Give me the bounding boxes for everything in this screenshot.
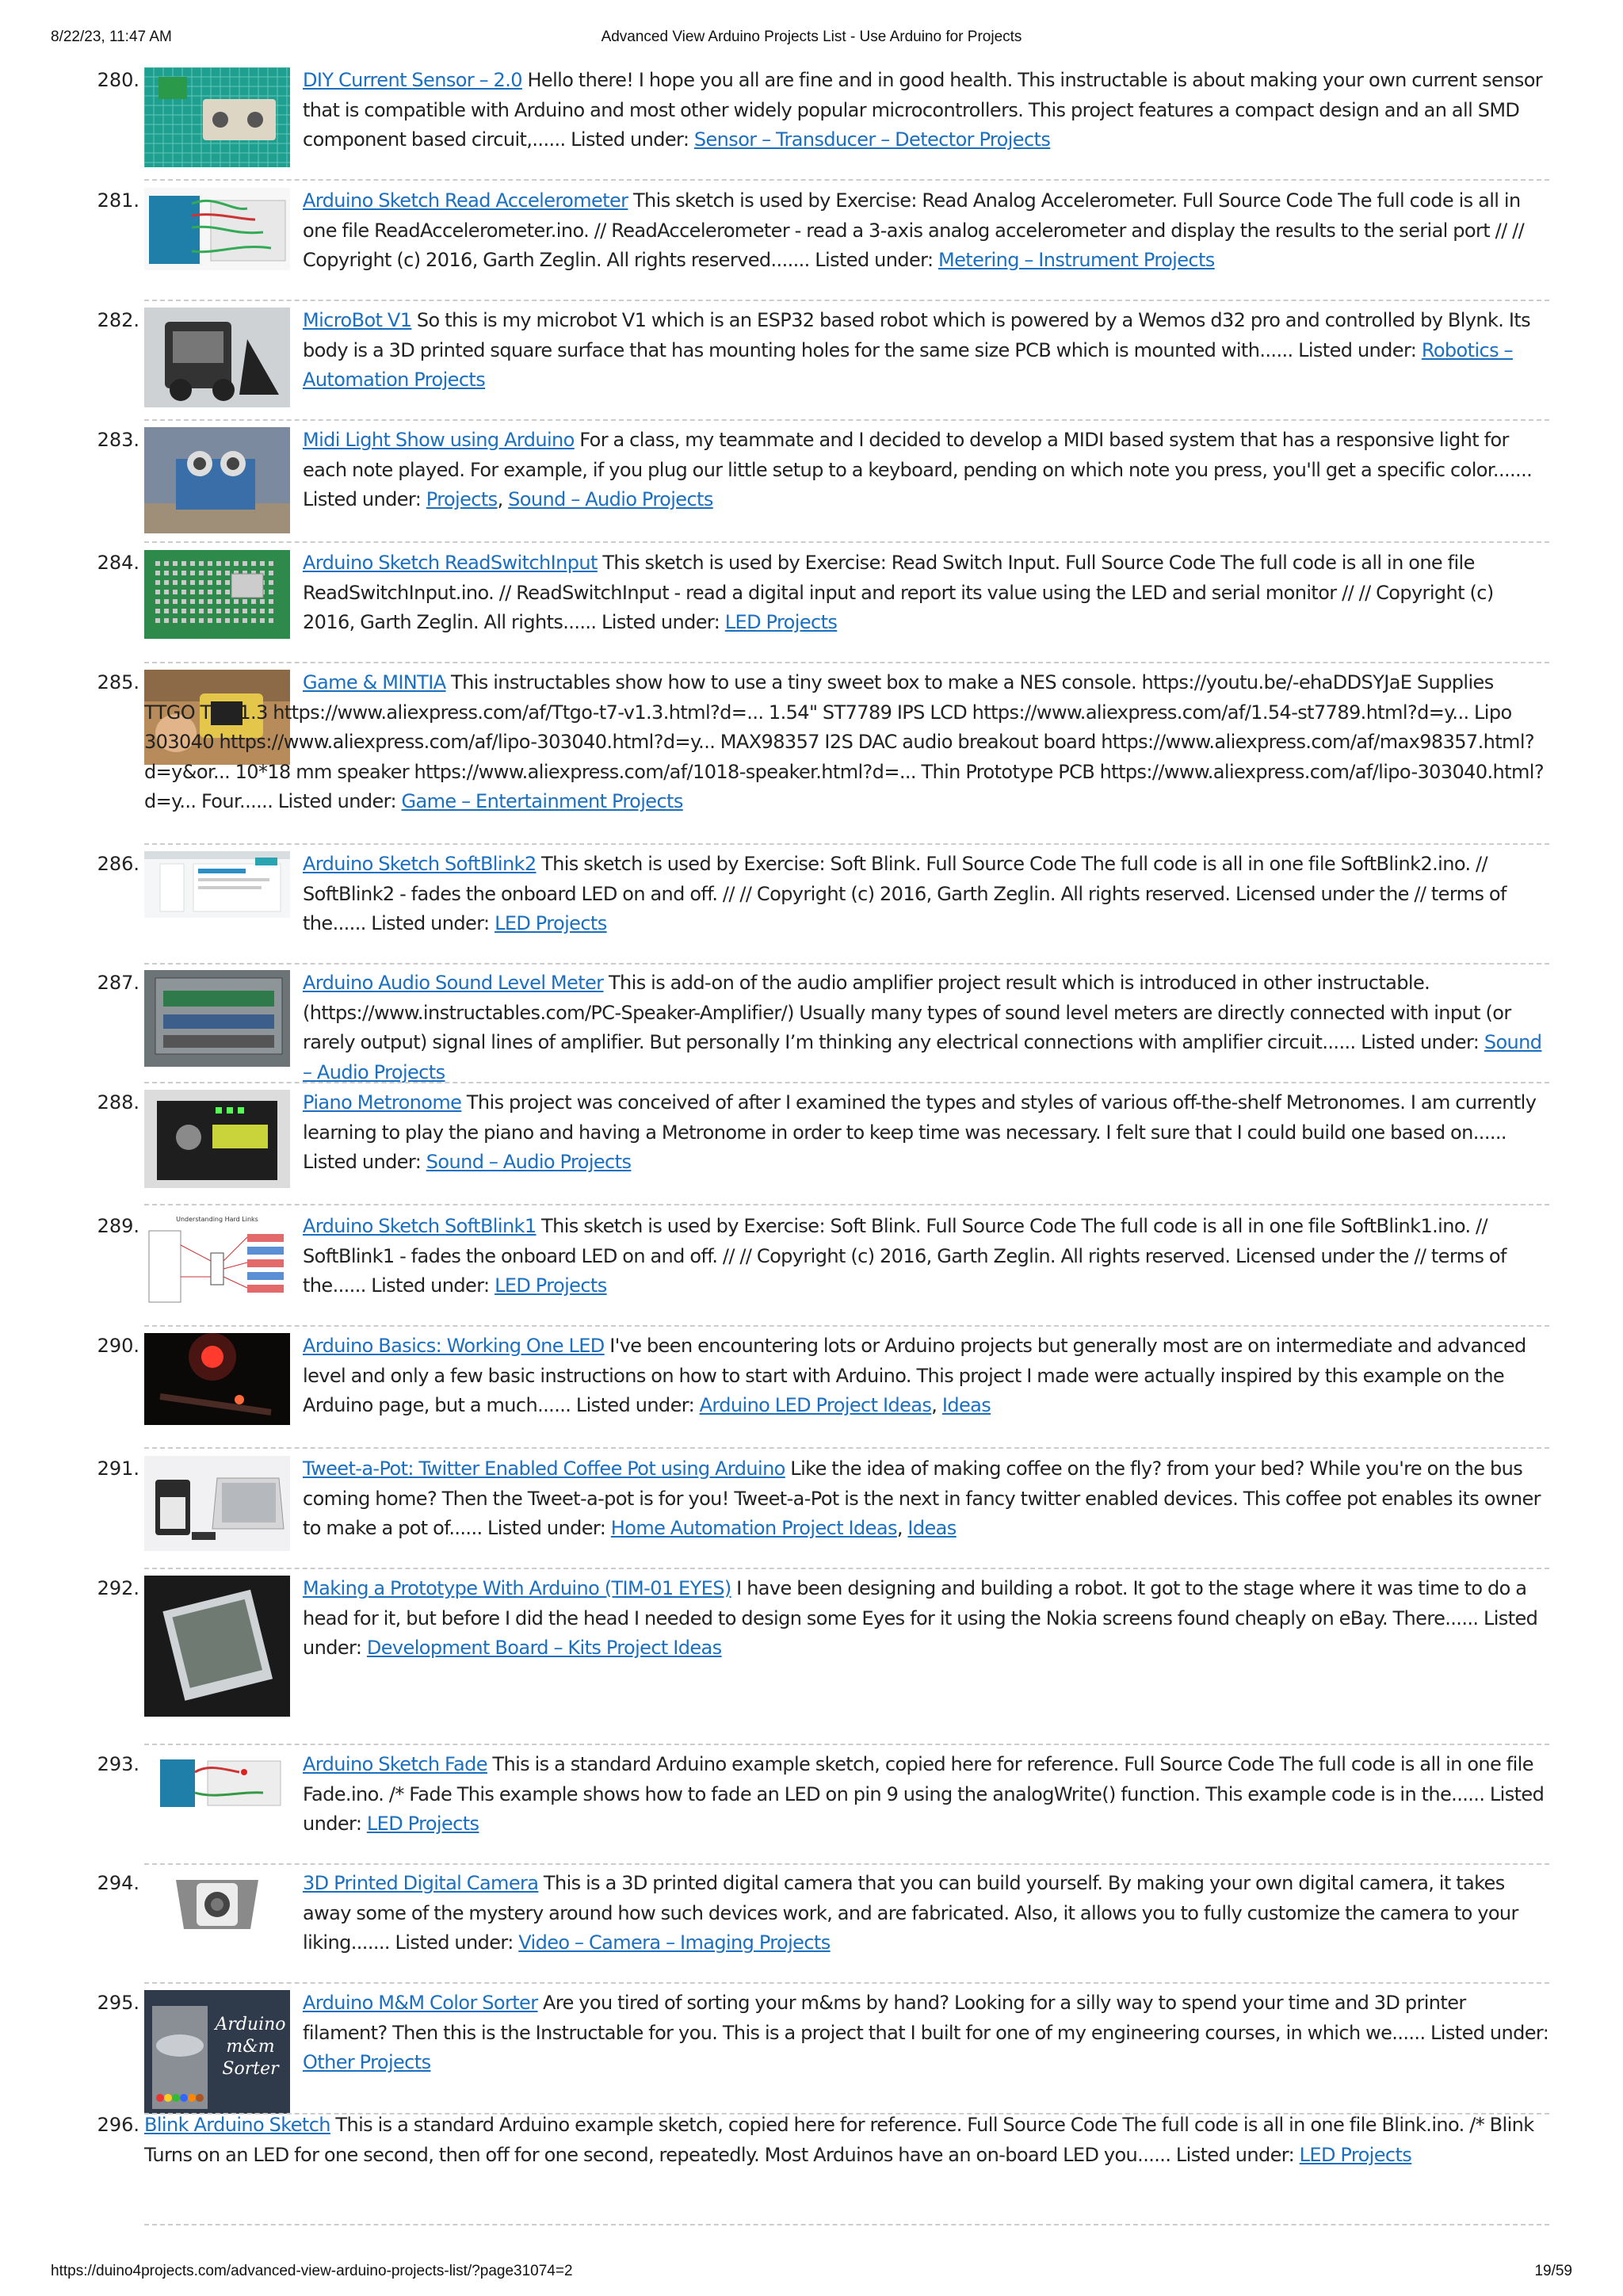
listed-under-label: Listed under: xyxy=(303,1782,1545,1835)
project-description: This sketch is used by Exercise: Soft Blink. Full Source Code The full code is all in one file SoftBlink2.ino. // SoftBlink2 - fades the onboard LED on and off. // // Copyright (c) 2016, Garth Zeglin. All rights reserved. Licensed under the // terms of the...... xyxy=(303,853,1507,934)
listed-under-label: Listed under: xyxy=(277,790,402,812)
svg-text:m&m: m&m xyxy=(226,2037,275,2057)
entry-number: 289. xyxy=(97,1215,139,1237)
listed-under-label: Listed under: xyxy=(303,488,426,510)
svg-text:Arduino: Arduino xyxy=(215,2015,286,2034)
project-thumbnail[interactable] xyxy=(144,1576,290,1717)
category-link-led-projects[interactable]: LED Projects xyxy=(495,912,607,934)
listed-under-label: Listed under: xyxy=(1175,2143,1300,2166)
listed-under-label: Listed under: xyxy=(395,1931,519,1954)
project-title-link[interactable]: Arduino Sketch Fade xyxy=(303,1753,487,1775)
project-entry-285 xyxy=(79,668,1549,845)
project-entry-288 xyxy=(79,1088,1549,1205)
project-title-link[interactable]: Blink Arduino Sketch xyxy=(144,2114,330,2136)
svg-text:Sorter: Sorter xyxy=(222,2059,279,2079)
project-thumbnail[interactable] xyxy=(144,1752,290,1815)
project-title-link[interactable]: Making a Prototype With Arduino (TIM-01 EYES) xyxy=(303,1577,731,1599)
category-link-development-board-kits-project-ideas[interactable]: Development Board – Kits Project Ideas xyxy=(366,1637,722,1659)
category-separator: , xyxy=(931,1394,942,1416)
project-thumbnail[interactable] xyxy=(144,550,290,639)
project-thumbnail[interactable] xyxy=(144,970,290,1067)
project-title-link[interactable]: Arduino Sketch SoftBlink1 xyxy=(303,1215,537,1237)
category-link-arduino-led-project-ideas[interactable]: Arduino LED Project Ideas xyxy=(699,1394,932,1416)
project-title-link[interactable]: Arduino Sketch ReadSwitchInput xyxy=(303,552,598,574)
project-title-link[interactable]: MicroBot V1 xyxy=(303,309,412,331)
project-entry-291 xyxy=(79,1454,1549,1569)
entry-text xyxy=(303,1088,1549,1178)
entry-number: 281. xyxy=(97,189,139,212)
page-url: https://duino4projects.com/advanced-view-arduino-projects-list/?page31074=2 xyxy=(51,2263,573,2279)
project-title-link[interactable]: DIY Current Sensor – 2.0 xyxy=(303,69,522,91)
category-separator: , xyxy=(497,488,509,510)
entry-text xyxy=(303,1869,1549,1958)
project-thumbnail[interactable] xyxy=(144,1213,290,1312)
project-title-link[interactable]: Arduino Sketch SoftBlink2 xyxy=(303,853,537,875)
project-entry-293 xyxy=(79,1750,1549,1865)
project-title-link[interactable]: Arduino Audio Sound Level Meter xyxy=(303,972,604,994)
project-description: This sketch is used by Exercise: Read Analog Accelerometer. Full Source Code The full code is all in one file ReadAccelerometer.ino. // ReadAccelerometer - read a 3-axis analog accelerometer and display the results to the serial port // // Copyright (c) 2016, Garth Zeglin. All rights reserved....... xyxy=(303,189,1525,271)
listed-under-label: Listed under: xyxy=(371,912,495,934)
project-entry-281 xyxy=(79,186,1549,301)
entry-number: 294. xyxy=(97,1872,139,1894)
category-link-projects[interactable]: Projects xyxy=(426,488,498,510)
entry-number: 296. xyxy=(97,2114,139,2136)
project-description: Like the idea of making coffee on the fly? from your bed? While you're on the bus coming home? Then the Tweet-a-pot is for you! Tweet-a-Pot is the next in fancy twitter enabled devices. This coffee pot enables its owner to make a pot of...... xyxy=(303,1457,1541,1539)
project-description: Hello there! I hope you all are fine and in good health. This instructable is about making your own current sensor that is compatible with Arduino and most other widely popular microcontrollers. This project features a compact design and an all SMD component based circuit,...... xyxy=(303,69,1543,151)
page-title: Advanced View Arduino Projects List - Use Arduino for Projects xyxy=(601,29,1022,45)
project-thumbnail[interactable] xyxy=(144,308,290,407)
page-number: 19/59 xyxy=(1534,2263,1572,2279)
project-thumbnail[interactable] xyxy=(144,851,290,918)
project-title-link[interactable]: Arduino Sketch Read Accelerometer xyxy=(303,189,628,212)
project-thumbnail[interactable] xyxy=(144,427,290,533)
project-entry-283 xyxy=(79,426,1549,543)
project-title-link[interactable]: Game & MINTIA xyxy=(303,671,446,693)
entry-text xyxy=(303,1988,1549,2078)
project-title-link[interactable]: Arduino M&M Color Sorter xyxy=(303,1992,538,2014)
category-link-home-automation-project-ideas[interactable]: Home Automation Project Ideas xyxy=(610,1517,897,1539)
listed-under-label: Listed under: xyxy=(1361,1031,1484,1053)
category-link-sound-audio-projects[interactable]: Sound – Audio Projects xyxy=(426,1151,632,1173)
project-description: I've been encountering lots or Arduino projects but generally most are on intermediate and advanced level and only a few basic instructions on how to start with Arduino. This project I made were actually inspired by this example on the Arduino page, but a much...... xyxy=(303,1335,1526,1416)
category-link-metering-instrument-projects[interactable]: Metering – Instrument Projects xyxy=(938,249,1215,271)
listed-under-label: Listed under: xyxy=(571,128,694,151)
project-description: For a class, my teammate and I decided to develop a MIDI based system that has a responsive light for each note played. For example, if you plug our little setup to a keyboard, pending on which note you press, you'll get a specific color....... xyxy=(303,429,1533,481)
project-entry-295 xyxy=(79,1988,1549,2115)
project-description: I have been designing and building a robot. It got to the stage where it was time to do a head for it, but before I did the head I needed to design some Eyes for it using the Nokia screens found cheaply on eBay. There...... xyxy=(303,1577,1527,1629)
project-thumbnail[interactable] xyxy=(144,1990,290,2114)
project-thumbnail[interactable] xyxy=(144,1870,290,1939)
project-title-link[interactable]: Midi Light Show using Arduino xyxy=(303,429,575,451)
project-entry-287 xyxy=(79,968,1549,1083)
project-description: This sketch is used by Exercise: Soft Blink. Full Source Code The full code is all in one file SoftBlink1.ino. // SoftBlink1 - fades the onboard LED on and off. // // Copyright (c) 2016, Garth Zeglin. All rights reserved. Licensed under the // terms of the...... xyxy=(303,1215,1507,1297)
project-title-link[interactable]: Tweet-a-Pot: Twitter Enabled Coffee Pot using Arduino xyxy=(303,1457,785,1480)
project-thumbnail[interactable] xyxy=(144,1090,290,1188)
category-link-led-projects[interactable]: LED Projects xyxy=(1299,2143,1412,2166)
entry-number: 280. xyxy=(97,69,139,91)
entry-text xyxy=(303,1454,1549,1544)
listed-under-label: Listed under: xyxy=(1430,2021,1549,2044)
entry-number: 290. xyxy=(97,1335,139,1357)
project-entry-280 xyxy=(79,66,1549,181)
listed-under-label: Listed under: xyxy=(601,611,725,633)
entry-number: 286. xyxy=(97,853,139,875)
project-title-link[interactable]: Arduino Basics: Working One LED xyxy=(303,1335,605,1357)
category-link-ideas[interactable]: Ideas xyxy=(941,1394,991,1416)
project-title-link[interactable]: 3D Printed Digital Camera xyxy=(303,1872,539,1894)
entry-number: 293. xyxy=(97,1753,139,1775)
category-link-sound-audio-projects[interactable]: Sound – Audio Projects xyxy=(508,488,713,510)
entry-text xyxy=(303,1574,1549,1664)
entry-text xyxy=(303,548,1549,638)
category-link-led-projects[interactable]: LED Projects xyxy=(724,611,838,633)
category-link-sound-audio-projects[interactable]: Sound – Audio Projects xyxy=(303,1031,1542,1083)
project-thumbnail[interactable] xyxy=(144,1456,290,1551)
entry-number: 295. xyxy=(97,1992,139,2014)
project-thumbnail[interactable] xyxy=(144,67,290,167)
listed-under-label: Listed under: xyxy=(303,1151,426,1173)
entry-text xyxy=(303,1212,1549,1301)
project-thumbnail[interactable] xyxy=(144,1333,290,1425)
listed-under-label: Listed under: xyxy=(1298,338,1422,361)
svg-text:Understanding Hard Links: Understanding Hard Links xyxy=(176,1216,258,1223)
category-link-video-camera-imaging-projects[interactable]: Video – Camera – Imaging Projects xyxy=(518,1931,831,1954)
category-link-ideas[interactable]: Ideas xyxy=(907,1517,957,1539)
entry-number: 285. xyxy=(97,671,139,693)
entry-number: 284. xyxy=(97,552,139,574)
category-link-sensor-transducer-detector-projects[interactable]: Sensor – Transducer – Detector Projects xyxy=(693,128,1051,151)
project-entry-286 xyxy=(79,850,1549,965)
listed-under-label: Listed under: xyxy=(371,1274,495,1297)
project-description: This is a standard Arduino example sketch, copied here for reference. Full Source Code The full code is all in one file Blink.ino. /* Blink Turns on an LED for one second, then off for one second, repeatedly. Most Arduinos have an on-board LED you...... xyxy=(144,2114,1534,2166)
project-description: Are you tired of sorting your m&ms by hand? Looking for a silly way to spend your time and 3D printer filament? Then this is the Instructable for you. This is a project that I built for one of my engineering courses, in which we...... xyxy=(303,1992,1466,2044)
project-description: This is add-on of the audio amplifier project result which is introduced in other instructable. (https://www.instructables.com/PC-Speaker-Amplifier/) Usually many types of sound level meters are directly connected with input (or rarely output) signal lines of amplifier. But personally I’m thinking any electrical connections with amplifier circuit...... xyxy=(303,972,1511,1053)
listed-under-label: Listed under: xyxy=(303,1606,1538,1659)
entry-number: 292. xyxy=(97,1577,139,1599)
category-separator: , xyxy=(896,1517,908,1539)
listed-under-label: Listed under: xyxy=(815,249,939,271)
entry-text xyxy=(303,850,1549,939)
category-link-led-projects[interactable]: LED Projects xyxy=(366,1813,479,1835)
project-entry-290 xyxy=(79,1331,1549,1449)
project-thumbnail[interactable] xyxy=(144,188,290,270)
project-entry-289 xyxy=(79,1212,1549,1327)
entry-text xyxy=(303,1750,1549,1839)
project-entry-284 xyxy=(79,548,1549,663)
category-link-robotics-automation-projects[interactable]: Robotics – Automation Projects xyxy=(303,338,1513,391)
project-description: This project was conceived of after I examined the types and styles of various off-the-shelf Metronomes. I am currently learning to play the piano and having a Metronome in order to keep time was necessary. I felt sure that I could build one based on...... xyxy=(303,1091,1537,1144)
project-entry-294 xyxy=(79,1869,1549,1984)
project-title-link[interactable]: Piano Metronome xyxy=(303,1091,462,1114)
project-description: This is a standard Arduino example sketch, copied here for reference. Full Source Code The full code is all in one file Fade.ino. /* Fade This example shows how to fade an LED on pin 9 using the analogWrite() function. This example code is in the...... xyxy=(303,1753,1533,1805)
entry-number: 291. xyxy=(97,1457,139,1480)
entry-text xyxy=(303,1331,1549,1421)
entry-text xyxy=(303,968,1549,1087)
project-description: So this is my microbot V1 which is an ESP32 based robot which is powered by a Wemos d32 pro and controlled by Blynk. Its body is a 3D printed square surface that has mounting holes for the same size PCB which is mounted with...... xyxy=(303,309,1531,361)
entry-number: 282. xyxy=(97,309,139,331)
entry-text xyxy=(303,306,1549,395)
category-link-led-projects[interactable]: LED Projects xyxy=(495,1274,607,1297)
entry-text xyxy=(144,668,1549,817)
entry-text xyxy=(303,426,1549,515)
category-link-game-entertainment-projects[interactable]: Game – Entertainment Projects xyxy=(401,790,683,812)
print-datetime: 8/22/23, 11:47 AM xyxy=(51,29,172,45)
project-entry-282 xyxy=(79,306,1549,421)
listed-under-label: Listed under: xyxy=(487,1517,611,1539)
project-description: This instructables show how to use a tiny sweet box to make a NES console. https://youtu.be/-ehaDDSYJaE Supplies TTGO T7 v1.3 https://www.aliexpress.com/af/Ttgo-t7-v1.3.html?d=... 1.54" ST7789 IPS LCD https://www.aliexpress.com/af/1.54-st7789.html?d=y... Lipo 303040 https://www.aliexpress.com/af/lipo-303040.html?d=y... MAX98357 I2S DAC audio breakout board https://www.aliexpress.com/af/max98357.html?d=y&or... 10*18 mm speaker https://www.aliexpress.com/af/1018-speaker.html?d=... Thin Prototype PCB https://www.aliexpress.com/af/lipo-303040.html?d=y... Four...... xyxy=(144,671,1544,812)
project-entry-292 xyxy=(79,1574,1549,1745)
project-description: This is a 3D printed digital camera that you can build yourself. By making your own digital camera, it takes away some of the mystery around how such devices work, and are fabricated. Also, it allows you to fully customize the camera to your liking....... xyxy=(303,1872,1518,1954)
entry-text xyxy=(144,2111,1549,2170)
listed-under-label: Listed under: xyxy=(575,1394,700,1416)
category-link-other-projects[interactable]: Other Projects xyxy=(303,2051,431,2073)
project-description: This sketch is used by Exercise: Read Switch Input. Full Source Code The full code is all in one file ReadSwitchInput.ino. // ReadSwitchInput - read a digital input and report its value using the LED and serial monitor // // Copyright (c) 2016, Garth Zeglin. All rights...... xyxy=(303,552,1494,633)
entry-text xyxy=(303,66,1549,155)
entry-number: 288. xyxy=(97,1091,139,1114)
project-entry-296 xyxy=(79,2111,1549,2225)
entry-number: 287. xyxy=(97,972,139,994)
entry-number: 283. xyxy=(97,429,139,451)
entry-text xyxy=(303,186,1549,276)
